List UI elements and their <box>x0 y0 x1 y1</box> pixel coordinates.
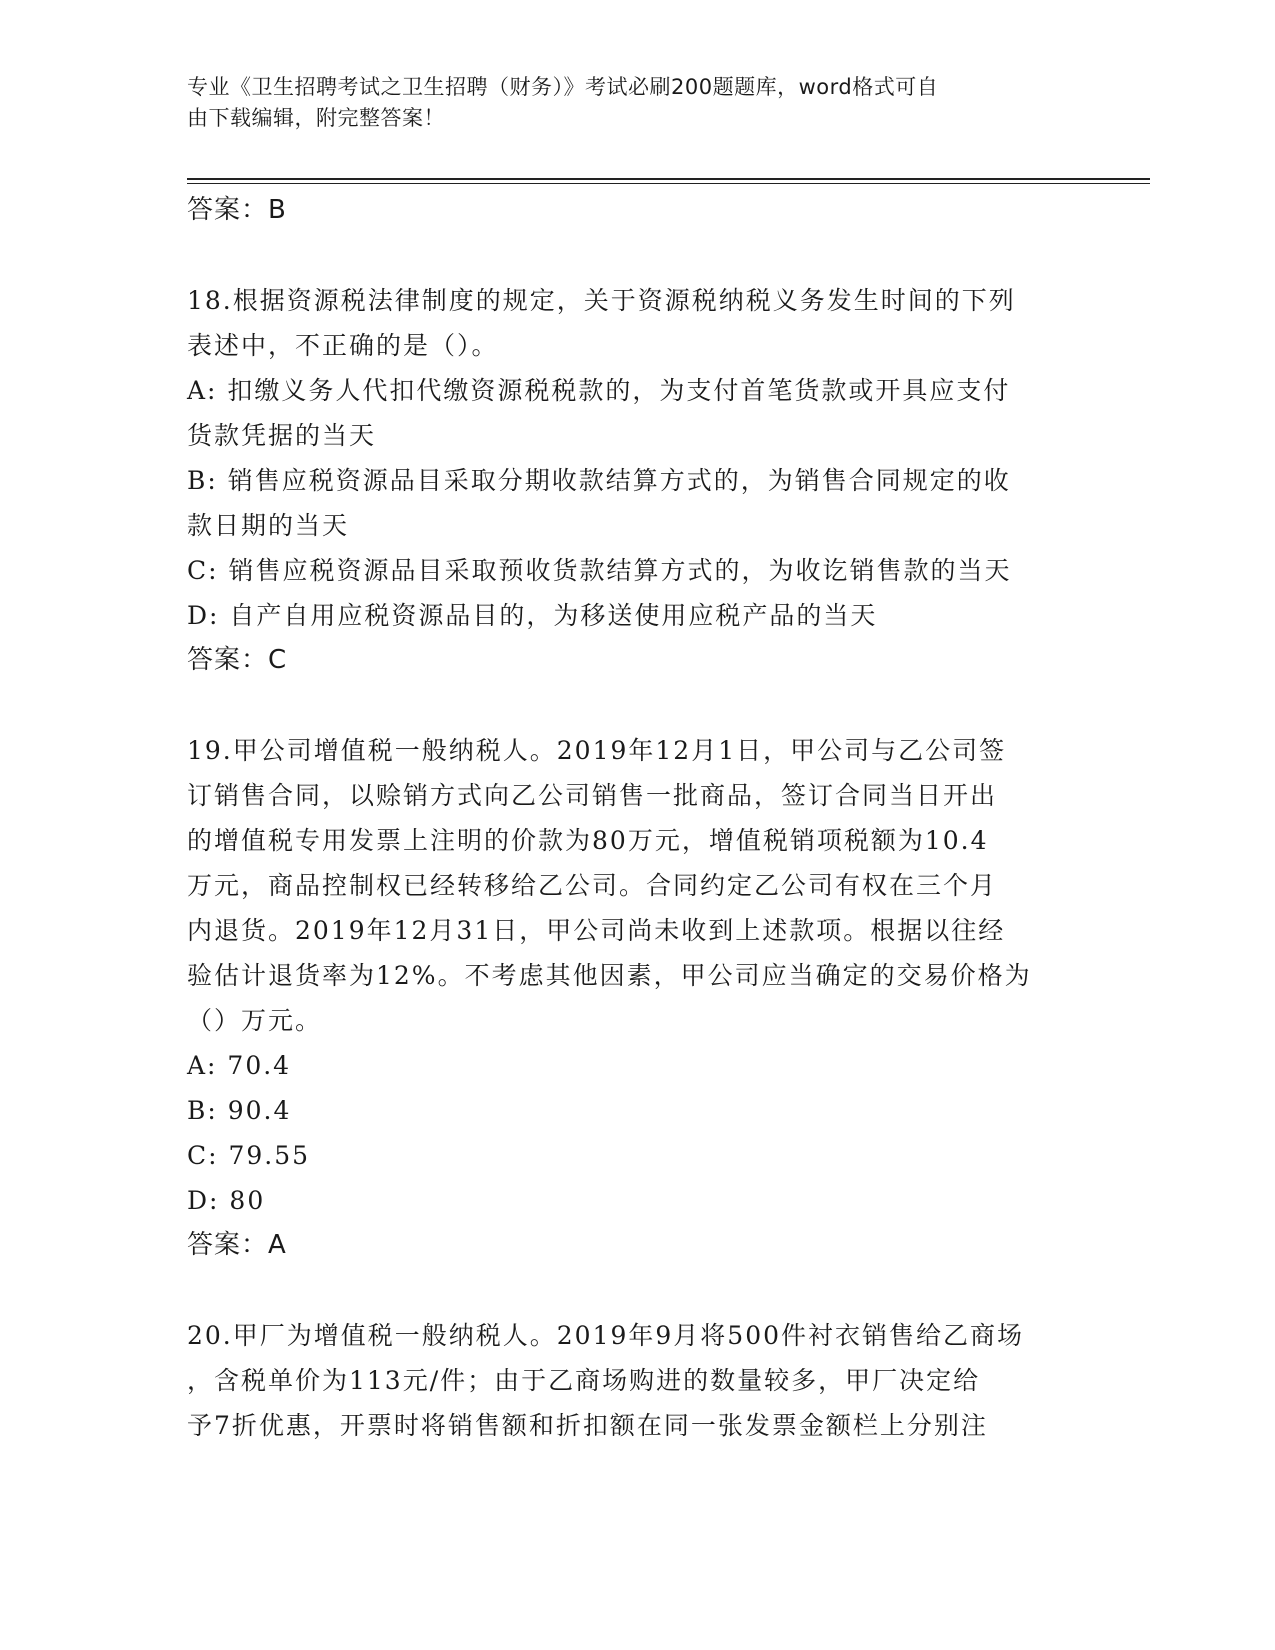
answer-line: 答案：C <box>187 645 288 675</box>
answer-line: 答案：A <box>187 1230 287 1260</box>
option-a-line: A: 扣缴义务人代扣代缴资源税税款的，为支付首笔货款或开具应支付 <box>187 376 1011 405</box>
question-stem-line: 内退货。2019年12月31日，甲公司尚未收到上述款项。根据以往经 <box>187 916 1006 945</box>
option-d-line: D: 80 <box>187 1186 266 1215</box>
question-20 <box>187 1313 1087 1448</box>
header-divider-thin <box>187 183 1150 184</box>
question-18 <box>187 278 1087 683</box>
question-19 <box>187 728 1087 1268</box>
question-stem-line: 的增值税专用发票上注明的价款为80万元，增值税销项税额为10.4 <box>187 826 989 855</box>
question-stem-line: 订销售合同，以赊销方式向乙公司销售一批商品，签订合同当日开出 <box>187 781 998 810</box>
blank-line <box>187 1268 1087 1313</box>
option-a-line: 货款凭据的当天 <box>187 421 377 450</box>
header-divider <box>187 178 1150 180</box>
question-stem-line: 18.根据资源税法律制度的规定，关于资源税纳税义务发生时间的下列 <box>187 286 1016 315</box>
question-stem-line: 20.甲厂为增值税一般纳税人。2019年9月将500件衬衣销售给乙商场 <box>187 1321 1025 1350</box>
option-a-line: A: 70.4 <box>187 1051 292 1080</box>
option-b-line: 款日期的当天 <box>187 511 350 540</box>
answer-line: 答案：B <box>187 195 287 225</box>
blank-line <box>187 683 1087 728</box>
question-stem-line: 予7折优惠，开票时将销售额和折扣额在同一张发票金额栏上分别注 <box>187 1411 988 1440</box>
document-body <box>187 188 1087 1448</box>
question-stem-line: 验估计退货率为12%。不考虑其他因素，甲公司应当确定的交易价格为 <box>187 961 1032 990</box>
question-stem-line: 表述中，不正确的是（）。 <box>187 331 499 360</box>
blank-line <box>187 233 1087 278</box>
question-stem-line: （）万元。 <box>187 1006 323 1035</box>
question-stem-line: 万元，商品控制权已经转移给乙公司。合同约定乙公司有权在三个月 <box>187 871 998 900</box>
header-line: 由下载编辑，附完整答案！ <box>187 106 445 130</box>
question-stem-line: 19.甲公司增值税一般纳税人。2019年12月1日，甲公司与乙公司签 <box>187 736 1007 765</box>
header-line: 专业《卫生招聘考试之卫生招聘（财务）》考试必刷200题题库，word格式可自 <box>187 75 939 99</box>
option-b-line: B: 90.4 <box>187 1096 292 1125</box>
option-c-line: C: 销售应税资源品目采取预收货款结算方式的，为收讫销售款的当天 <box>187 556 1012 585</box>
option-c-line: C: 79.55 <box>187 1141 311 1170</box>
option-b-line: B: 销售应税资源品目采取分期收款结算方式的，为销售合同规定的收 <box>187 466 1011 495</box>
option-d-line: D: 自产自用应税资源品目的，为移送使用应税产品的当天 <box>187 601 878 630</box>
question-stem-line: ，含税单价为113元/件；由于乙商场购进的数量较多，甲厂决定给 <box>187 1366 981 1395</box>
document-header <box>187 72 1067 134</box>
